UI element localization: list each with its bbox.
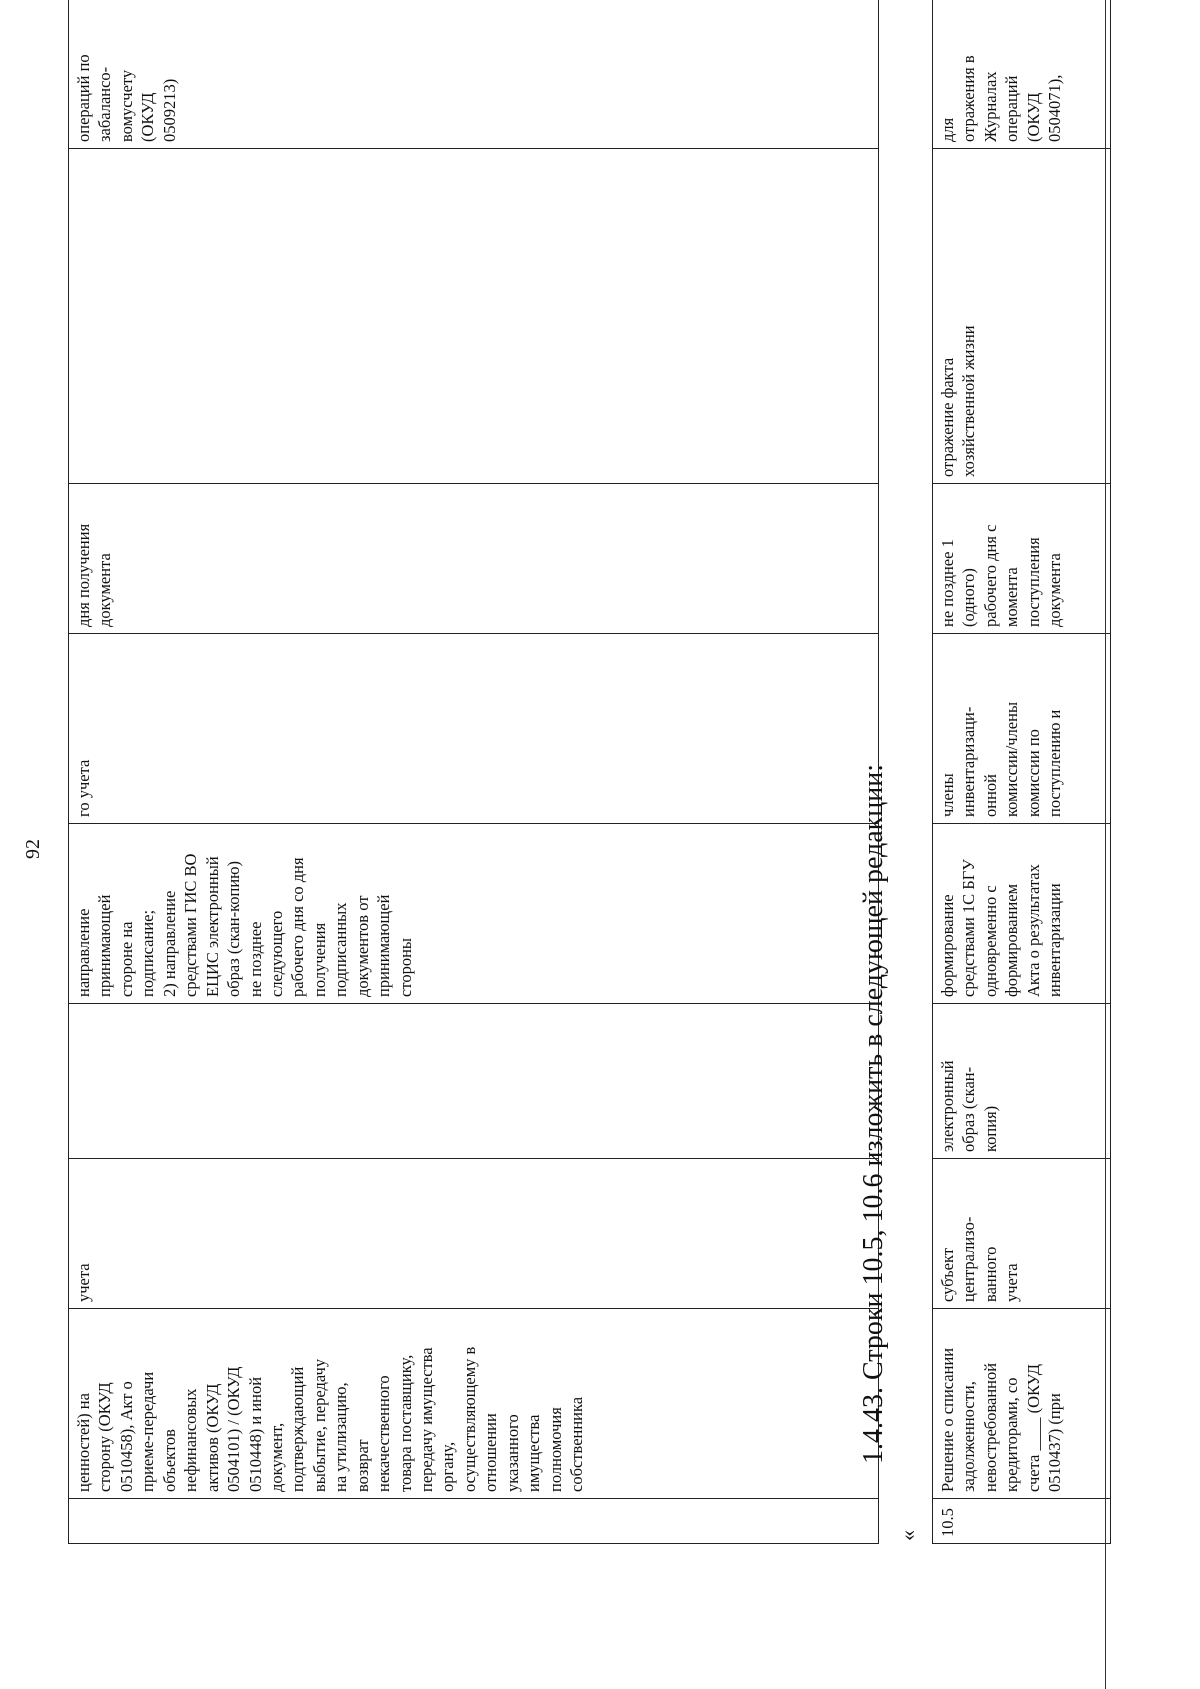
cell-line: операций по [74,54,93,142]
cell-line: принимающей [95,894,115,997]
cell-line: хозяйственной жизни [959,325,979,477]
cell-line: учета [1002,1263,1022,1302]
cell-line: забалансо- [95,66,115,142]
cell-line: 0510437) (при [1045,1393,1065,1492]
cell-line: документа [95,553,115,627]
cell-line: поступления [1023,537,1043,627]
open-quote: « [895,1530,920,1541]
cell-line: не позднее [245,921,265,997]
t1-cell-0 [69,1499,879,1544]
cell-line: (одного) [959,568,979,627]
cell-line: стороны [395,938,415,997]
cell-line: ванного [980,1246,1000,1302]
cell-line: рабочего дня со дня [288,857,308,997]
cell-line: подписание; [138,909,158,997]
cell-line: сторону (ОКУД [95,1382,115,1492]
t2-cell-6 [933,484,1111,634]
cell-line: дня получения [74,523,93,627]
cell-line: приеме-передачи [138,1371,158,1492]
cell-line: средствами 1С БГУ [959,859,979,997]
t1-cell-3 [69,1004,879,1159]
scan-edge-line [1105,0,1106,1689]
cell-line: подтверждающий [288,1366,308,1492]
t2-cell-7 [933,149,1111,484]
cell-line: члены [938,773,957,817]
cell-line: передачу имущества [417,1347,436,1492]
cell-line: Акта о результатах [1023,864,1043,997]
t1-cell-8 [69,0,879,149]
cell-line: задолженности, [959,1381,979,1492]
cell-line: субъект [938,1248,957,1302]
cell-line: инвентаризации [1045,883,1065,997]
t1-cell-1 [69,1309,879,1499]
t2-cell-4 [933,824,1111,1004]
cell-line: операций [1002,75,1022,142]
cell-line: ценностей) на [74,1393,93,1492]
cell-line: 0504071), [1045,74,1065,142]
cell-line: полномочия [545,1407,565,1492]
cell-line: ЕЦИС электронный [202,856,222,997]
cell-line: нефинансовых [181,1388,201,1492]
t1-cell-6 [69,484,879,634]
cell-line: органу, [438,1441,458,1492]
cell-line: централизо- [959,1216,979,1302]
cell-line: следующего [266,910,286,997]
cell-line: 0510458), Акт о [116,1381,136,1492]
cell-line: 0509213) [159,78,179,142]
cell-line: документа [1045,553,1065,627]
cell-line: одновременно с [980,885,1000,997]
cell-line: 2) направление [159,890,179,997]
cell-line: Журналах [980,71,1000,142]
cell-line: (ОКУД [1023,92,1043,142]
cell-line: имущества [524,1414,544,1492]
cell-line: момента [1002,567,1022,627]
cell-line: вомусчету [116,69,136,142]
cell-line: 0510448) и иной [245,1376,265,1492]
cell-line: кредиторами, со [1002,1377,1022,1492]
cell-line: активов (ОКУД [202,1383,222,1492]
cell-line: формирование [938,894,957,997]
cell-line: копия) [980,1105,1000,1152]
table-rows-10-5 [932,0,1111,1544]
cell-line: 0504101) / (ОКУД [224,1366,244,1492]
cell-line: поступлению и [1045,709,1065,817]
page-number: 92 [22,839,44,859]
cell-line: некачественного [374,1375,394,1492]
cell-line: (ОКУД [138,92,158,142]
cell-line: направление [74,908,93,997]
cell-line: на утилизацию, [331,1382,351,1492]
cell-line: рабочего дня с [980,524,1000,627]
cell-line: онной [980,774,1000,817]
t1-cell-4 [69,824,879,1004]
t2-cell-2 [933,1159,1111,1309]
cell-line: невостребованной [980,1362,1000,1492]
cell-line: комиссии/члены [1002,701,1022,817]
cell-line: формированием [1002,883,1022,997]
cell-line: стороне на [116,921,136,997]
cell-line: осуществляющему в [459,1346,479,1492]
cell-line: возврат [352,1439,372,1492]
cell-line: комиссии по [1023,729,1043,817]
cell-line: образ (скан- [959,1066,979,1152]
cell-line: образ (скан-копию) [224,860,244,997]
cell-line: для [938,117,957,142]
cell-line: электронный [938,1060,957,1152]
cell-line: не позднее 1 [938,539,957,627]
t1-cell-7 [69,149,879,484]
cell-line: объектов [159,1429,179,1492]
cell-line: Решение о списании [938,1347,957,1492]
t2-cell-3 [933,1004,1111,1159]
cell-line: счета ____ (ОКУД [1023,1364,1043,1492]
t1-cell-5: го учета [69,634,879,824]
cell-line: документов от [352,895,372,997]
cell-line: принимающей [374,894,394,997]
cell-line: средствами ГИС ВО [181,853,201,997]
cell-line: отношении [481,1413,501,1492]
section-heading: 1.4.43. Строки 10.5, 10.6 изложить в следующей редакции: [858,763,889,1464]
cell-line: инвентаризаци- [959,706,979,817]
table-continuation [68,0,879,1544]
cell-line: документ, [266,1422,286,1492]
cell-line: отражение факта [938,357,957,477]
cell-line: товара поставщику, [395,1354,415,1492]
t2-cell-8 [933,0,1111,149]
t1-cell-2: учета [69,1159,879,1309]
cell-line: собственника [567,1396,587,1492]
t2-cell-5 [933,634,1111,824]
t2-cell-0: 10.5 [933,1499,1111,1544]
cell-line: выбытие, передачу [309,1358,329,1492]
cell-line: отражения в [959,55,979,142]
cell-line: подписанных [331,902,351,997]
cell-line: получения [309,922,329,997]
t2-cell-1 [933,1309,1111,1499]
cell-line: указанного [502,1414,522,1492]
